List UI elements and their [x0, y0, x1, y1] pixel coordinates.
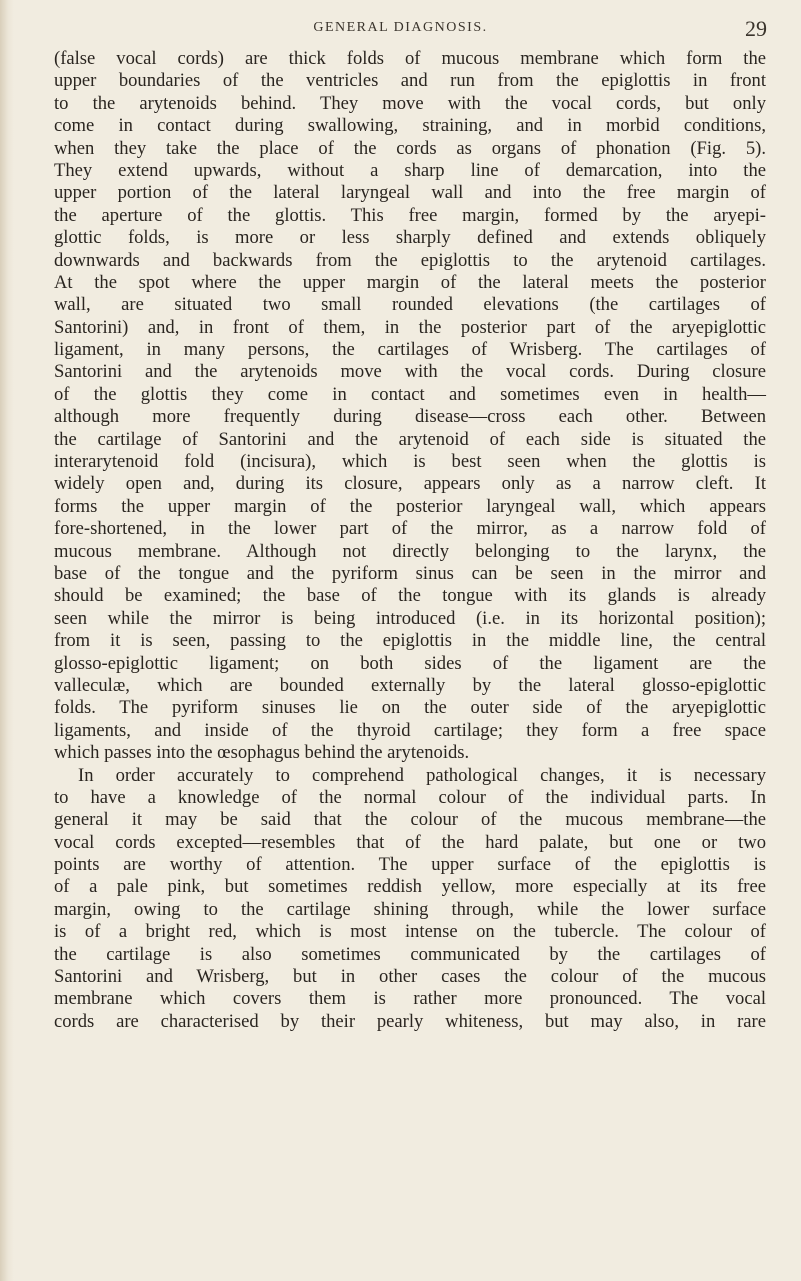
text-line: mucous membrane. Although not directly belonging to the larynx, the [54, 540, 766, 562]
text-line: glosso-epiglottic ligament; on both sides of the ligament are the [54, 652, 766, 674]
text-line: upper boundaries of the ventricles and run from the epiglottis in front [54, 70, 766, 92]
text-line: wall, are situated two small rounded elevations (the cartilages of [54, 294, 766, 316]
text-line: come in contact during swallowing, straining, and in morbid conditions, [54, 115, 766, 137]
text-line: downwards and backwards from the epiglottis to the arytenoid cartilages. [54, 249, 766, 271]
text-line: They extend upwards, without a sharp line of demarcation, into the [54, 159, 766, 181]
text-line: cords are characterised by their pearly whiteness, but may also, in rare [54, 1010, 766, 1032]
text-line: base of the tongue and the pyriform sinus can be seen in the mirror and [54, 562, 766, 584]
text-line: ligament, in many persons, the cartilages of Wrisberg. The cartilages of [54, 339, 766, 361]
text-line: of the glottis they come in contact and sometimes even in health— [54, 383, 766, 405]
text-line: forms the upper margin of the posterior laryngeal wall, which appears [54, 495, 766, 517]
text-line: from it is seen, passing to the epiglottis in the middle line, the central [54, 630, 766, 652]
text-line: although more frequently during disease—cross each other. Between [54, 406, 766, 428]
text-line: In order accurately to comprehend pathological changes, it is necessary [78, 764, 766, 786]
text-line: valleculæ, which are bounded externally by the lateral glosso-epiglottic [54, 674, 766, 696]
text-line: to the arytenoids behind. They move with the vocal cords, but only [54, 92, 766, 114]
text-line: interarytenoid fold (incisura), which is best seen when the glottis is [54, 451, 766, 473]
text-line: (false vocal cords) are thick folds of mucous membrane which form the [54, 48, 766, 69]
text-line: Santorini and the arytenoids move with the vocal cords. During closure [54, 361, 766, 383]
text-line: of a pale pink, but sometimes reddish yellow, more especially at its free [54, 876, 766, 898]
text-line: glottic folds, is more or less sharply defined and extends obliquely [54, 227, 766, 249]
text-line: fore-shortened, in the lower part of the mirror, as a narrow fold of [54, 518, 766, 540]
text-line: the cartilage of Santorini and the arytenoid of each side is situated the [54, 428, 766, 450]
text-line: which passes into the œsophagus behind the arytenoids. [54, 742, 470, 764]
text-line: widely open and, during its closure, appears only as a narrow cleft. It [54, 473, 766, 495]
text-line: should be examined; the base of the tongue with its glands is already [54, 585, 766, 607]
text-line: seen while the mirror is being introduced (i.e. in its horizontal position); [54, 607, 766, 629]
page-binding-edge [0, 0, 14, 1281]
text-line: At the spot where the upper margin of the lateral meets the posterior [54, 271, 766, 293]
text-line: membrane which covers them is rather more pronounced. The vocal [54, 988, 766, 1010]
text-line: folds. The pyriform sinuses lie on the outer side of the aryepiglottic [54, 697, 766, 719]
text-line: the cartilage is also sometimes communicated by the cartilages of [54, 943, 766, 965]
running-head: GENERAL DIAGNOSIS. [313, 20, 488, 35]
text-line: ligaments, and inside of the thyroid cartilage; they form a free space [54, 719, 766, 741]
text-line: margin, owing to the cartilage shining through, while the lower surface [54, 898, 766, 920]
text-line: Santorini) and, in front of them, in the posterior part of the aryepiglottic [54, 316, 766, 338]
text-line: the aperture of the glottis. This free margin, formed by the aryepi- [54, 204, 766, 226]
text-line: to have a knowledge of the normal colour of the individual parts. In [54, 786, 766, 808]
text-line: Santorini and Wrisberg, but in other cases the colour of the mucous [54, 966, 766, 988]
text-line: when they take the place of the cords as organs of phonation (Fig. 5). [54, 137, 766, 159]
page-number: 29 [745, 16, 767, 41]
text-line: vocal cords excepted—resembles that of the hard palate, but one or two [54, 831, 766, 853]
text-line: upper portion of the lateral laryngeal wall and into the free margin of [54, 182, 766, 204]
text-line: points are worthy of attention. The upper surface of the epiglottis is [54, 854, 766, 876]
page-header [0, 14, 801, 42]
body-text [54, 48, 766, 1033]
text-line: is of a bright red, which is most intense on the tubercle. The colour of [54, 921, 766, 943]
text-line: general it may be said that the colour of the mucous membrane—the [54, 809, 766, 831]
